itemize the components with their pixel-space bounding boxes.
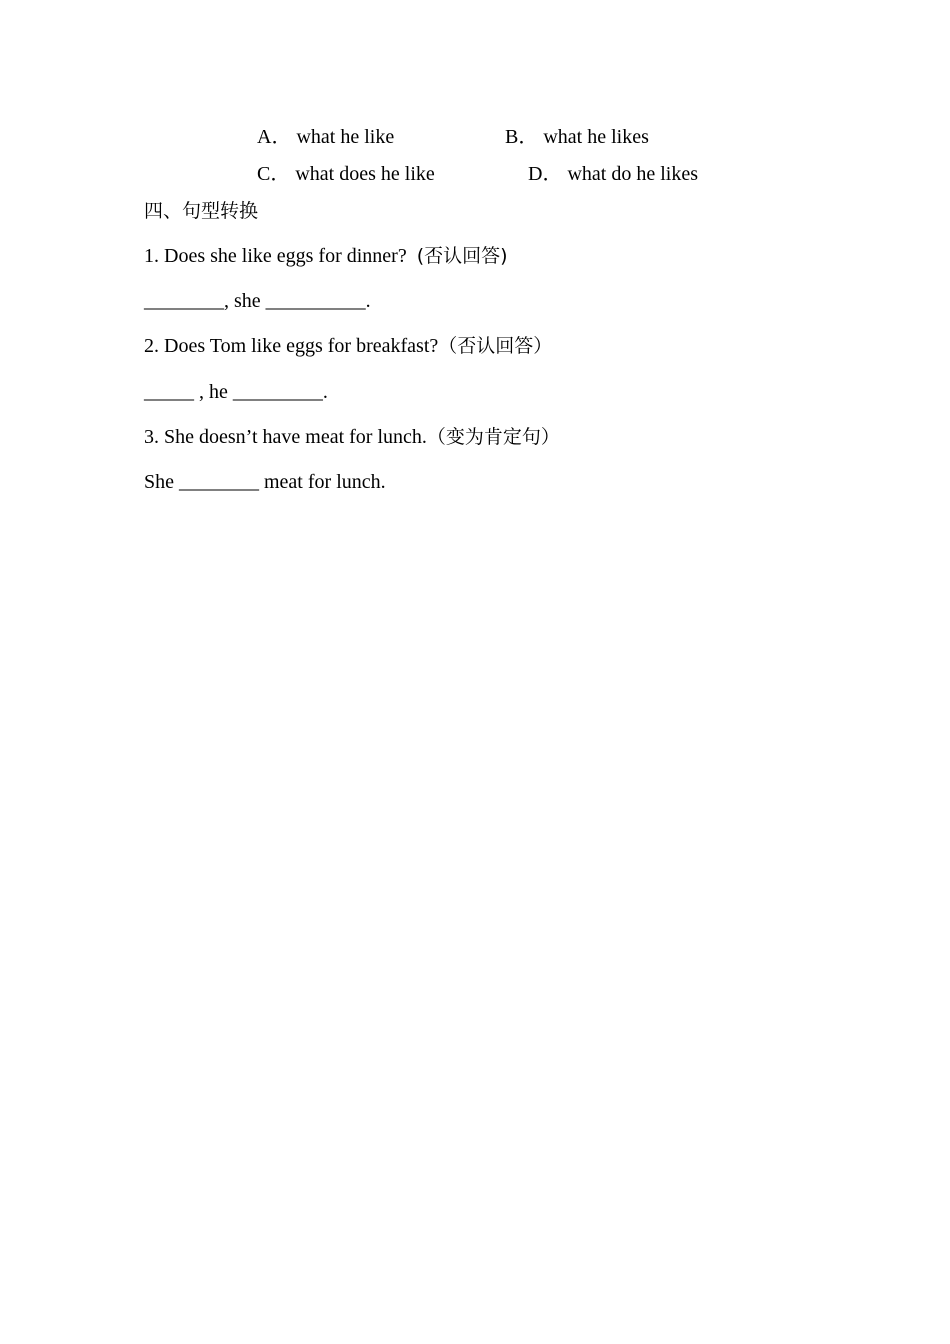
- option-a-text: what he like: [296, 126, 395, 148]
- question-1: [144, 244, 508, 268]
- question-2: [144, 334, 552, 358]
- section-heading: 四、句型转换: [144, 200, 259, 222]
- option-c: [257, 162, 435, 186]
- question-3: [144, 425, 560, 449]
- option-b-letter: B．: [505, 126, 539, 148]
- option-c-text: what does he like: [295, 163, 435, 185]
- option-c-letter: C．: [257, 163, 291, 185]
- answer-2: _____ , he _________.: [144, 381, 328, 403]
- answer-1: ________, she __________.: [144, 290, 371, 312]
- option-a-letter: A．: [257, 126, 292, 148]
- question-3-text: 3. She doesn’t have meat for lunch.: [144, 426, 427, 448]
- option-d: [528, 162, 698, 186]
- option-d-text: what do he likes: [567, 163, 698, 185]
- option-a: [257, 125, 394, 149]
- answer-3: She ________ meat for lunch.: [144, 471, 386, 493]
- question-2-text: 2. Does Tom like eggs for breakfast?: [144, 335, 439, 357]
- question-1-note: (否认回答): [416, 245, 508, 267]
- option-b: [505, 125, 649, 149]
- question-2-note: （否认回答）: [438, 335, 553, 357]
- option-d-letter: D．: [528, 163, 563, 185]
- option-b-text: what he likes: [543, 126, 649, 148]
- question-1-text: 1. Does she like eggs for dinner?: [144, 245, 407, 267]
- question-3-note: （变为肯定句）: [426, 426, 560, 448]
